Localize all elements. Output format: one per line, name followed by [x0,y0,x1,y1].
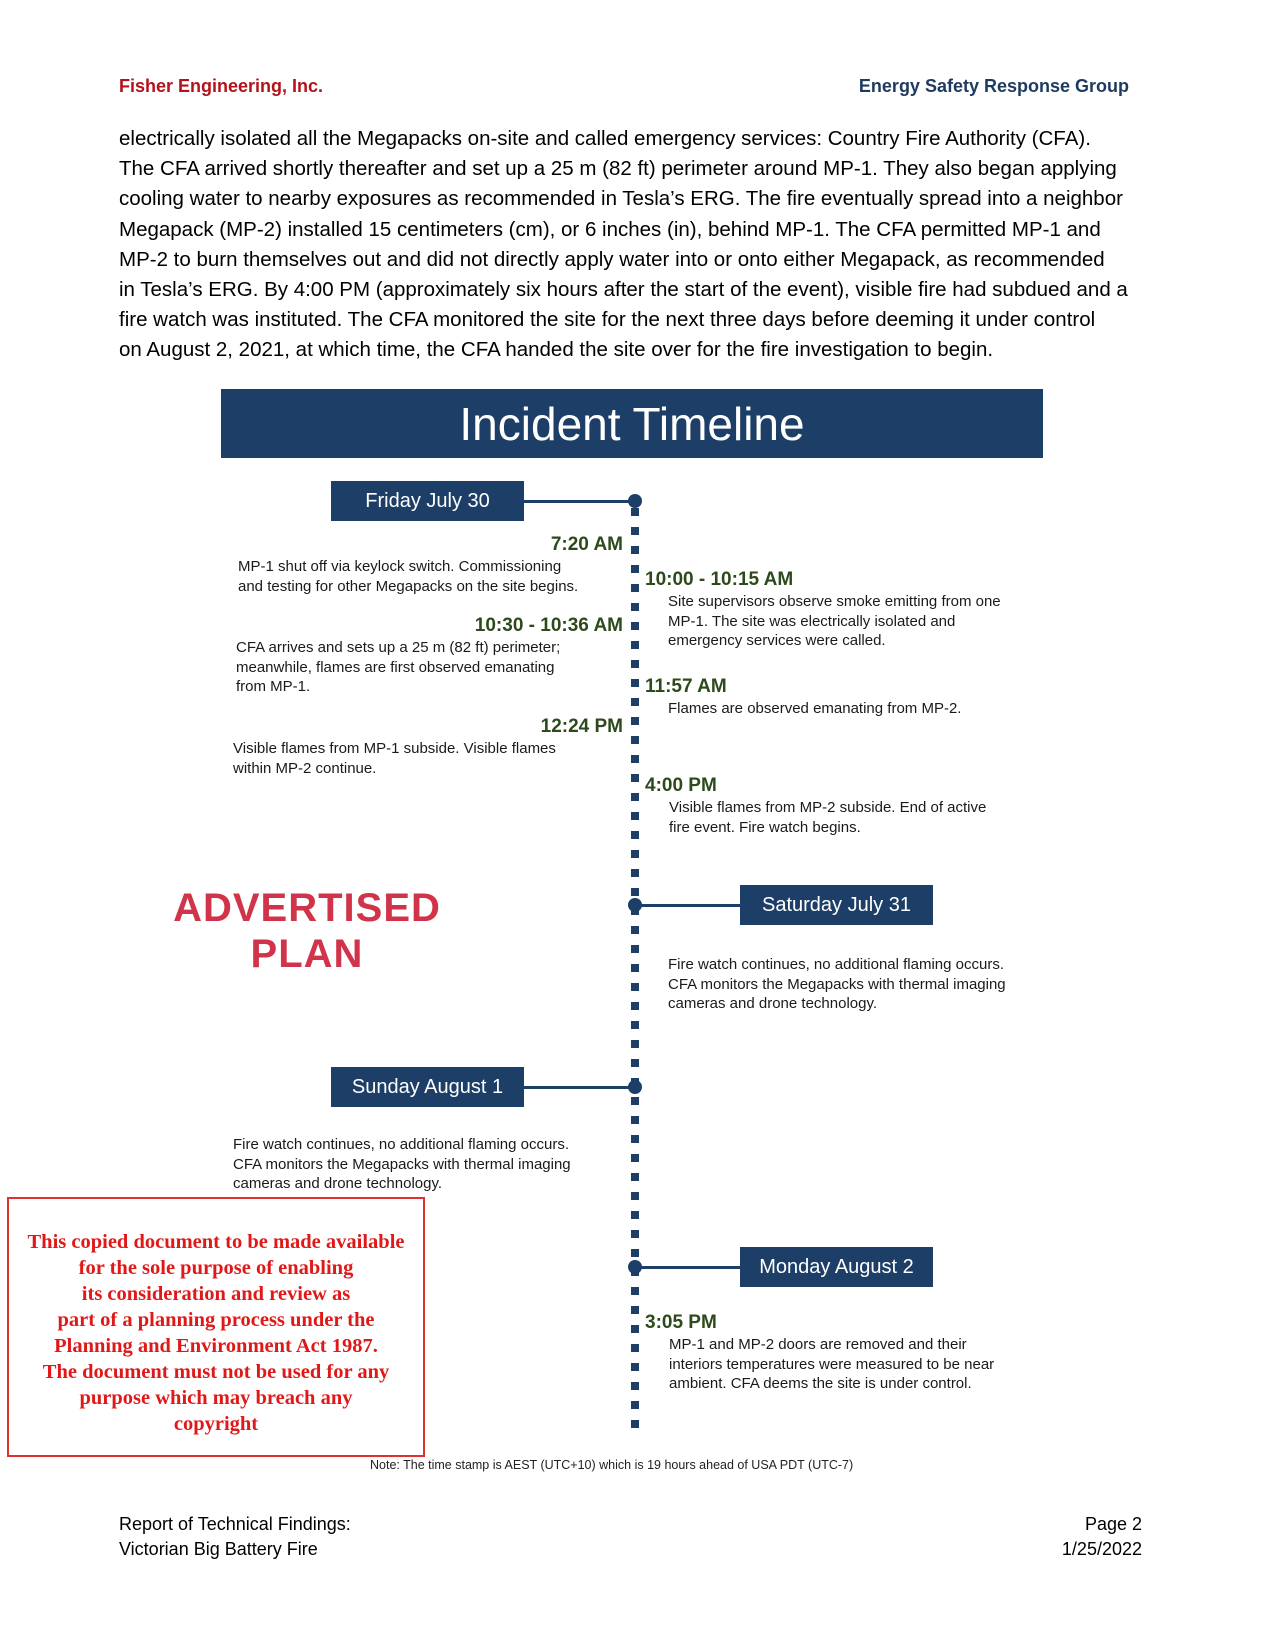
body-line: on August 2, 2021, at which time, the CFA handed the site over for the fire investigation to begin. [119,338,994,362]
timeline-title: Incident Timeline [221,389,1043,458]
event-time-1000: 10:00 - 10:15 AM [645,569,794,590]
timeline-spine [631,508,639,1438]
event-desc-line: Visible flames from MP-1 subside. Visible flames [233,740,556,757]
notice-line: for the sole purpose of enabling [78,1257,354,1279]
day-connector-saturday [636,904,740,907]
event-desc-sunday [233,1135,571,1194]
footer-line: Report of Technical Findings: [119,1514,351,1534]
advertised-plan-stamp [162,885,452,977]
event-desc-line: Visible flames from MP-2 subside. End of active [669,799,987,816]
event-desc-1224 [233,739,556,778]
event-desc-line: within MP-2 continue. [233,759,377,777]
body-line: MP-2 to burn themselves out and did not directly apply water into or onto either Megapack, as recommended [119,247,1105,271]
day-connector-monday [636,1266,740,1269]
notice-line: copyright [173,1413,259,1435]
event-desc-1000 [668,592,1001,651]
event-desc-line: CFA arrives and sets up a 25 m (82 ft) perimeter; [236,639,561,656]
notice-line: Planning and Environment Act 1987. [54,1335,378,1357]
event-desc-305 [669,1335,994,1394]
page-number: Page 2 [1084,1514,1142,1534]
event-desc-line: emergency services were called. [668,632,886,649]
event-desc-line: MP-1 and MP-2 doors are removed and their [669,1336,967,1353]
footer-line: Victorian Big Battery Fire [119,1539,318,1559]
event-desc-line: interiors temperatures were measured to be near [669,1355,995,1373]
day-label-sunday: Sunday August 1 [331,1067,524,1107]
event-desc-line: from MP-1. [236,678,311,695]
timeline-dot-sunday [628,1080,642,1094]
event-desc-line: Site supervisors observe smoke emitting from one [668,593,1001,610]
event-time-400: 4:00 PM [645,775,717,796]
event-desc-line: CFA monitors the Megapacks with thermal imaging [668,975,1006,993]
footer-report-title [119,1512,351,1562]
event-time-1157: 11:57 AM [645,676,727,697]
body-paragraph [119,124,1159,366]
event-desc-line: Flames are observed emanating from MP-2. [668,700,962,717]
notice-line: The document must not be used for any [42,1361,390,1383]
event-desc-line: fire event. Fire watch begins. [669,818,861,836]
day-label-friday: Friday July 30 [331,481,524,521]
event-desc-1157 [668,699,961,719]
event-desc-line: cameras and drone technology. [233,1175,443,1192]
company-name: Fisher Engineering, Inc. [119,76,324,96]
day-label-saturday: Saturday July 31 [740,885,933,925]
event-desc-line: cameras and drone technology. [668,995,878,1012]
event-desc-line: MP-1 shut off via keylock switch. Commissioning [238,558,562,575]
event-time-1030: 10:30 - 10:36 AM [474,615,623,636]
copyright-notice [7,1197,425,1457]
event-time-305: 3:05 PM [645,1312,717,1333]
event-desc-line: and testing for other Megapacks on the site begins. [238,577,579,595]
body-line: The CFA arrived shortly thereafter and set up a 25 m (82 ft) perimeter around MP-1. They also began applying [119,157,1117,181]
notice-line: its consideration and review as [81,1283,351,1305]
event-desc-saturday [668,955,1006,1014]
notice-line: This copied document to be made available [27,1231,405,1253]
event-desc-720 [238,557,578,596]
event-time-720: 7:20 AM [550,534,623,555]
event-desc-line: Fire watch continues, no additional flaming occurs. [668,956,1005,973]
day-label-monday: Monday August 2 [740,1247,933,1287]
day-connector-sunday [524,1086,632,1089]
event-desc-1030 [236,638,560,697]
notice-line: purpose which may breach any [79,1387,353,1409]
timeline-dot-friday [628,494,642,508]
footer-page-info [1062,1512,1142,1562]
body-line: electrically isolated all the Megapacks on-site and called emergency services: Country Fire Authority (CFA). [119,127,1091,150]
event-desc-line: meanwhile, flames are first observed emanating [236,658,555,676]
timezone-note: Note: The time stamp is AEST (UTC+10) which is 19 hours ahead of USA PDT (UTC-7) [370,1458,854,1472]
report-date: 1/25/2022 [1061,1539,1142,1559]
group-name: Energy Safety Response Group [858,76,1129,96]
body-line: cooling water to nearby exposures as recommended in Tesla’s ERG. The fire eventually spread into a neighbor [119,187,1123,211]
stamp-line: ADVERTISED [173,886,441,930]
stamp-line: PLAN [250,932,364,976]
body-line: in Tesla’s ERG. By 4:00 PM (approximately six hours after the start of the event), visible fire had subdued and a [119,278,1128,302]
event-time-1224: 12:24 PM [540,716,623,737]
event-desc-line: Fire watch continues, no additional flaming occurs. [233,1136,570,1153]
event-desc-line: ambient. CFA deems the site is under control. [669,1375,972,1392]
event-desc-400 [669,798,986,837]
event-desc-line: CFA monitors the Megapacks with thermal imaging [233,1155,571,1173]
day-connector-friday [524,500,632,503]
body-line: fire watch was instituted. The CFA monitored the site for the next three days before deeming it under control [119,308,1096,332]
event-desc-line: MP-1. The site was electrically isolated and [668,612,956,630]
notice-line: part of a planning process under the [57,1309,375,1331]
body-line: Megapack (MP-2) installed 15 centimeters (cm), or 6 inches (in), behind MP-1. The CFA permitted MP-1 and [119,217,1101,241]
